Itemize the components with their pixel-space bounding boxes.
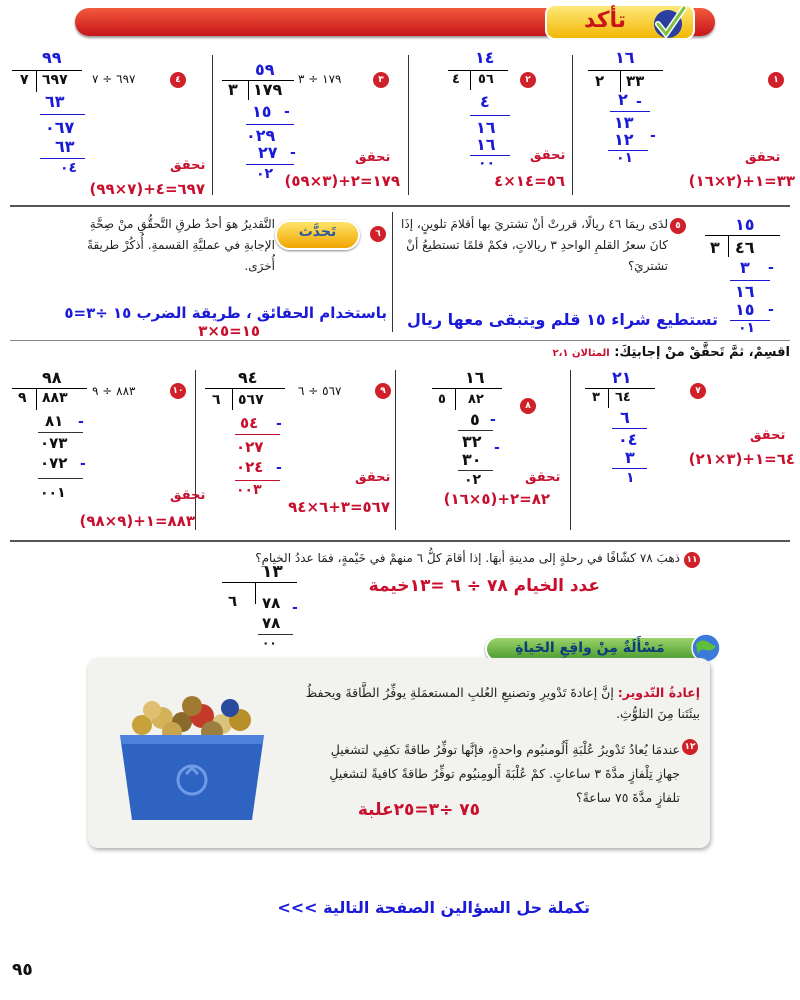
- step: ٣٢: [462, 432, 482, 451]
- dividend: ٧٨: [262, 594, 281, 612]
- step: ٣٠: [462, 450, 482, 469]
- quotient: ١٣: [262, 562, 283, 582]
- check-equation: ٣٣=١+(٢×١٦): [688, 172, 795, 190]
- step: ٨١: [45, 412, 64, 430]
- problem-number: ١١: [684, 552, 700, 568]
- step: ٢: [618, 90, 628, 109]
- step: ١٣: [614, 113, 634, 132]
- header-title: تأكد: [583, 8, 627, 33]
- check-label: تحقق: [170, 158, 206, 173]
- divisor: ٣: [710, 238, 720, 257]
- step: ٦٣: [45, 92, 65, 111]
- check-equation: ٨٢=٢+(٥×١٦): [443, 490, 550, 508]
- check-equation: ١٧٩=٢+(٣×٥٩): [284, 172, 400, 190]
- check-equation: ٥٦٧=٣+٦×٩٤: [288, 498, 390, 516]
- check-equation: ٦٩٧=٤+(٧×٩٩): [89, 180, 205, 198]
- step: ١٥: [735, 300, 755, 319]
- divisor: ٥: [438, 392, 446, 407]
- problem-number: ١: [768, 72, 784, 88]
- quotient: ١٦: [465, 368, 485, 387]
- step: ٠٢: [256, 166, 274, 182]
- checkmark-icon: [648, 2, 688, 42]
- dividend: ٤٦: [735, 238, 755, 257]
- step: ٠١: [616, 150, 634, 166]
- problem-prompt: ٦٩٧ ÷ ٧: [92, 72, 136, 86]
- divisor: ٧: [20, 72, 29, 88]
- problem-number: ٦: [370, 226, 386, 242]
- problem-number: ٥: [670, 218, 686, 234]
- step: ٠١: [738, 320, 756, 336]
- talk-badge-label: تَحدَّث: [298, 224, 337, 240]
- step: ٥: [470, 410, 480, 429]
- problem-prompt: ٥٦٧ ÷ ٦: [298, 384, 342, 398]
- divisor: ٣: [592, 390, 600, 405]
- check-equation: ٦٤=١+(٣×٢١): [688, 450, 795, 468]
- answer: ١٥=٥×٣: [198, 322, 260, 340]
- recycling-bin-image: [112, 680, 272, 830]
- divisor: ٦: [228, 592, 238, 610]
- step: ٦: [620, 408, 630, 427]
- problem-number: ٢: [520, 72, 536, 88]
- check-equation: ٨٨٣=١+(٩×٩٨): [79, 512, 195, 530]
- step: ٠٢٧: [236, 438, 264, 456]
- answer: تستطيع شراء ١٥ قلم ويتبقى معها ريال: [406, 310, 718, 329]
- problem-number: ٤: [170, 72, 186, 88]
- step: ٠٢٩: [246, 126, 276, 145]
- answer: باستخدام الحقائق ، طريقة الضرب ١٥ ÷٣=٥: [64, 304, 387, 322]
- problem-text: لدَى ريمَا ٤٦ ريالًا، قررتْ أنْ تشتريَ بها أقلامَ تلوينٍ، إذَا كانَ سعرُ القلمِ الواحدِ ٣ ريالاتٍ، فكمْ قلمًا تستطيعُ أنْ تشتريَ؟: [401, 217, 668, 273]
- problem-number: ٩: [375, 383, 391, 399]
- problem-text: ذهبَ ٧٨ كشّافًا في رحلةٍ إلى مدينةِ أبهَا. إذا أقامَ كلُّ ٦ منهمْ في خَيْمةٍ، فمَا عددُ الخيامِ؟: [255, 551, 680, 565]
- dividend: ٥٦٧: [238, 392, 264, 408]
- step: ٠٠: [478, 155, 496, 171]
- divisor: ٦: [212, 392, 221, 408]
- dividend: ٣٣: [626, 72, 645, 90]
- problem-number: ١٢: [682, 739, 698, 755]
- answer: ٧٥ ÷٣=٢٥علبة: [357, 800, 480, 820]
- step: ٧٨: [262, 614, 281, 632]
- dividend: ٨٨٣: [42, 390, 68, 406]
- quotient: ٩٩: [42, 48, 62, 67]
- quotient: ١٤: [475, 48, 495, 67]
- step: ٤: [480, 92, 490, 111]
- step: ٠٠: [262, 636, 277, 650]
- answer: عدد الخيام ٧٨ ÷ ٦ =١٣خيمة: [368, 576, 600, 596]
- page-number: ٩٥: [12, 960, 33, 980]
- step: ٠٧٢: [40, 454, 68, 472]
- check-label: تحقق: [530, 148, 566, 163]
- check-label: تحقق: [745, 150, 781, 165]
- check-label: تحقق: [170, 488, 206, 503]
- check-label: تحقق: [355, 150, 391, 165]
- step: ٠٢٤: [236, 458, 264, 476]
- check-label: تحقق: [750, 428, 786, 443]
- problem-prompt: ٨٨٣ ÷ ٩: [92, 384, 136, 398]
- step: ٠٤: [60, 160, 78, 176]
- step: ١٢: [614, 130, 634, 149]
- problem-prompt: ١٧٩ ÷ ٣: [298, 72, 342, 86]
- dividend: ٥٦: [478, 72, 494, 87]
- quotient: ٢١: [612, 368, 632, 387]
- quotient: ٩٤: [238, 368, 258, 387]
- dividend: ٨٢: [468, 392, 484, 407]
- step: ١٦: [735, 282, 755, 301]
- real-life-banner-label: مَسْأَلَةٌ مِنْ واقِعِ الحَياةِ: [515, 640, 665, 656]
- step: ٣: [625, 448, 635, 467]
- step: ١٦: [476, 118, 496, 137]
- step: ٥٤: [240, 414, 259, 432]
- section-heading: اقسِمْ، ثمَّ تَحقَّقْ منْ إجابتِكَ: المثالان ٢،١: [552, 345, 790, 360]
- step: ١٦: [476, 135, 496, 154]
- step: ١: [626, 470, 635, 486]
- dividend: ٦٤: [615, 390, 631, 405]
- problem-number: ١٠: [170, 383, 186, 399]
- step: ٠٤: [618, 430, 638, 449]
- step: ٠٧٣: [40, 434, 68, 452]
- divisor: ٤: [452, 72, 460, 87]
- step: ٣: [740, 258, 750, 277]
- check-label: تحقق: [355, 470, 391, 485]
- step: ٠٦٧: [45, 118, 75, 137]
- problem-number: ٨: [520, 398, 536, 414]
- divisor: ٩: [18, 390, 27, 406]
- problem-number: ٣: [373, 72, 389, 88]
- quotient: ١٦: [615, 48, 635, 67]
- dividend: ١٧٩: [253, 80, 283, 99]
- quotient: ٩٨: [42, 368, 62, 387]
- problem-text: التَّقديرُ هوَ أحدُ طرقِ التَّحقُّقِ منْ صِحَّةِ الإجابةِ في عمليَّةِ القسمةِ. أُذكُرْ طريقةً أُخرَى.: [87, 217, 275, 273]
- problem-number: ٧: [690, 383, 706, 399]
- step: ١٥: [252, 102, 272, 121]
- check-label: تحقق: [525, 470, 561, 485]
- divisor: ٣: [228, 80, 238, 99]
- step: ٦٣: [55, 137, 75, 156]
- check-equation: ٥٦=١٤×٤: [494, 172, 565, 190]
- step: ٢٧: [258, 143, 278, 162]
- continue-note: تكملة حل السؤالين الصفحة التالية >>>: [277, 898, 590, 917]
- step: ٠٢: [464, 472, 482, 488]
- divisor: ٢: [595, 72, 605, 90]
- intro-text: إعادةُ التّدوير: إنَّ إعادةَ تَدْويرِ وتصنيعِ العُلبِ المستعمَلةِ يوفِّرُ الطَّاقةَ ويحفظُ بيئَتَنا مِنَ التلوُّثِ.: [305, 685, 700, 721]
- dividend: ٦٩٧: [42, 72, 68, 88]
- quotient: ٥٩: [255, 60, 275, 79]
- step: ٠٠٣: [236, 482, 262, 498]
- problem-text: عندمَا يُعادُ تَدْويرُ عُلْبَةِ أَلُومنيُوم واحدةٍ، فإنَّها توفِّرُ طاقةً تكفِي لتشغيلِ جهازِ تِلْفازٍ مدَّةَ ٣ ساعاتٍ. كمْ عُلْبَةَ أَلومِنيُوم توفِّرُ طاقةً كافيةً لتشغيلِ تلفازٍ مدَّةَ ٧٥ ساعةً؟: [329, 742, 680, 805]
- step: ٠٠١: [40, 485, 66, 501]
- quotient: ١٥: [735, 215, 755, 234]
